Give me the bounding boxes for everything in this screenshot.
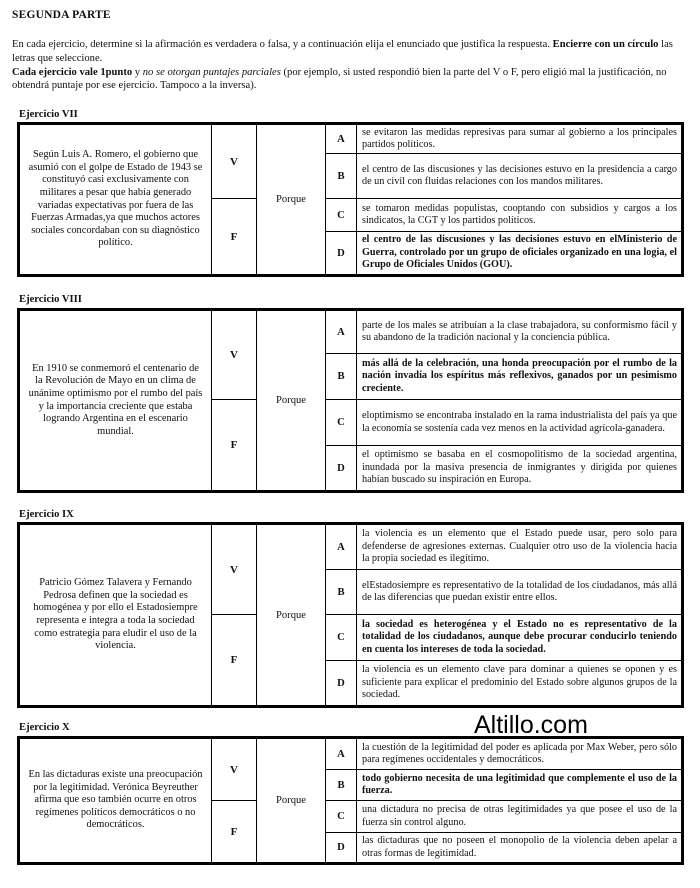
false-option[interactable]: F	[212, 801, 257, 864]
exercise-title: Ejercicio IX	[19, 509, 74, 520]
watermark: Altillo.com	[474, 711, 588, 739]
false-option[interactable]: F	[212, 615, 257, 707]
false-option[interactable]: F	[212, 199, 257, 276]
option-c-text: una dictadura no precisa de otras legitimidades ya que posee el uso de la fuerza sin control alguno.	[357, 801, 683, 833]
instructions	[12, 38, 694, 93]
option-c-text: eloptimismo se encontraba instalado en la rama industrialista del país ya que la economía se sostenía cada vez menos en la actividad agrícola-ganadera.	[357, 400, 683, 446]
porque-label: Porque	[257, 524, 326, 707]
option-a-letter[interactable]: A	[326, 738, 357, 770]
exercise-statement: En las dictaduras existe una preocupación por la legitimidad. Verónica Beyreuther afirma que eso también ocurre en otros regímenes políticos democráticos o no democráticos.	[19, 738, 212, 864]
option-d-text: el centro de las discusiones y las decisiones estuvo en elMinisterio de Guerra, controlado por un grupo de oficiales organizado en una logia, el Grupo de Oficiales Unidos (GOU).	[357, 232, 683, 276]
porque-label: Porque	[257, 310, 326, 492]
points-rule: Cada ejercicio vale 1punto	[12, 66, 133, 78]
exercise-table	[17, 308, 684, 493]
option-a-text: parte de los males se atribuían a la clase trabajadora, su conformismo fácil y su abandono de la tradición nacional y la conciencia pública.	[357, 310, 683, 354]
option-d-text: el optimismo se basaba en el cosmopolitismo de la sociedad argentina, inundada por la masiva presencia de inmigrantes y dirigida por quienes habían buscado su inspiración en Europa.	[357, 446, 683, 492]
option-c-letter[interactable]: C	[326, 801, 357, 833]
exercise-statement: En 1910 se conmemoró el centenario de la Revolución de Mayo en un clima de unánime optimismo por el rumbo del país y la importancia creciente que estaba logrando Argentina en el escenario mundial.	[19, 310, 212, 492]
exercise-table	[17, 522, 684, 708]
true-option[interactable]: V	[212, 524, 257, 615]
exercise-title: Ejercicio VII	[19, 109, 78, 120]
option-a-text: la cuestión de la legitimidad del poder es aplicada por Max Weber, pero sólo para regímenes occidentales y democráticos.	[357, 738, 683, 770]
option-c-letter[interactable]: C	[326, 199, 357, 232]
instructions-emphasis: Encierre con un círculo	[552, 39, 659, 50]
option-c-letter[interactable]: C	[326, 615, 357, 661]
true-option[interactable]: V	[212, 738, 257, 801]
option-c-letter[interactable]: C	[326, 400, 357, 446]
option-a-text: se evitaron las medidas represivas para sumar al gobierno a los principales partidos políticos.	[357, 124, 683, 154]
porque-label: Porque	[257, 738, 326, 864]
instructions-text: las letras que seleccione.	[12, 39, 673, 64]
option-a-letter[interactable]: A	[326, 310, 357, 354]
exercise-title: Ejercicio VIII	[19, 294, 82, 305]
true-option[interactable]: V	[212, 124, 257, 199]
option-b-letter[interactable]: B	[326, 154, 357, 199]
porque-label: Porque	[257, 124, 326, 276]
option-b-text: más allá de la celebración, una honda preocupación por el rumbo de la nación invadía los espíritus más reflexivos, ganados por un pesimismo creciente.	[357, 354, 683, 400]
option-b-text: el centro de las discusiones y las decisiones estuvo en la presidencia a cargo de un civil con fluidas relaciones con los mandos militares.	[357, 154, 683, 199]
option-c-text: la sociedad es heterogénea y el Estado no es representativo de la totalidad de los ciudadanos, aunque debe procurar conducirlo teniendo en cuenta los intereses de toda la sociedad.	[357, 615, 683, 661]
option-b-letter[interactable]: B	[326, 570, 357, 615]
instructions-text: En cada ejercicio, determine si la afirmación es verdadera o falsa, y a continuación elija el enunciado que justifica la respuesta.	[12, 39, 553, 50]
partial-score-rule: no se otorgan puntajes parciales	[142, 66, 281, 78]
option-d-letter[interactable]: D	[326, 833, 357, 864]
option-a-letter[interactable]: A	[326, 124, 357, 154]
option-d-letter[interactable]: D	[326, 232, 357, 276]
option-a-letter[interactable]: A	[326, 524, 357, 570]
option-d-text: la violencia es un elemento clave para dominar a quienes se oponen y es suficiente para explicar el predominio del Estado sobre algunos grupos de la sociedad.	[357, 661, 683, 707]
instructions-text: y	[132, 66, 143, 78]
option-c-text: se tomaron medidas populistas, cooptando con subsidios y cargos a los sindicatos, la CGT y los partidos políticos.	[357, 199, 683, 232]
exercise-table	[17, 736, 684, 865]
option-d-letter[interactable]: D	[326, 446, 357, 492]
option-b-text: todo gobierno necesita de una legitimidad que complemente el uso de la fuerza.	[357, 770, 683, 801]
false-option[interactable]: F	[212, 400, 257, 492]
option-d-letter[interactable]: D	[326, 661, 357, 707]
instructions-text: (por ejemplo, si usted respondió bien la parte del V o F, pero eligió mal la justificación, no obtendrá puntaje por ese ejercicio. Tampoco a la inversa).	[12, 66, 667, 92]
exercise-statement: Patricio Gómez Talavera y Fernando Pedrosa definen que la sociedad es homogénea y por ello el Estadosiempre representa e integra a toda la sociedad como estrategia para eludir el uso de la violencia.	[19, 524, 212, 707]
option-b-text: elEstadosiempre es representativo de la totalidad de los ciudadanos, más allá de las diferencias que puedan existir entre ellos.	[357, 570, 683, 615]
exercise-table	[17, 122, 684, 277]
option-a-text: la violencia es un elemento que el Estado puede usar, pero solo para defenderse de agresiones externas. Cualquier otro uso de la violencia hacia la propia sociedad es ilegítimo.	[357, 524, 683, 570]
true-option[interactable]: V	[212, 310, 257, 400]
option-b-letter[interactable]: B	[326, 354, 357, 400]
exercise-statement: Según Luis A. Romero, el gobierno que asumió con el golpe de Estado de 1943 se constituyó casi exclusivamente con militares a pesar que había generado variadas expectativas por fuera de las Fuerzas Armadas,ya que muchos actores sociales concordaban con su diagnóstico político.	[19, 124, 212, 276]
section-title: SEGUNDA PARTE	[12, 9, 111, 21]
exercise-title: Ejercicio X	[19, 722, 70, 733]
option-d-text: las dictaduras que no poseen el monopolio de la violencia deben apelar a otras formas de legitimidad.	[357, 833, 683, 864]
option-b-letter[interactable]: B	[326, 770, 357, 801]
